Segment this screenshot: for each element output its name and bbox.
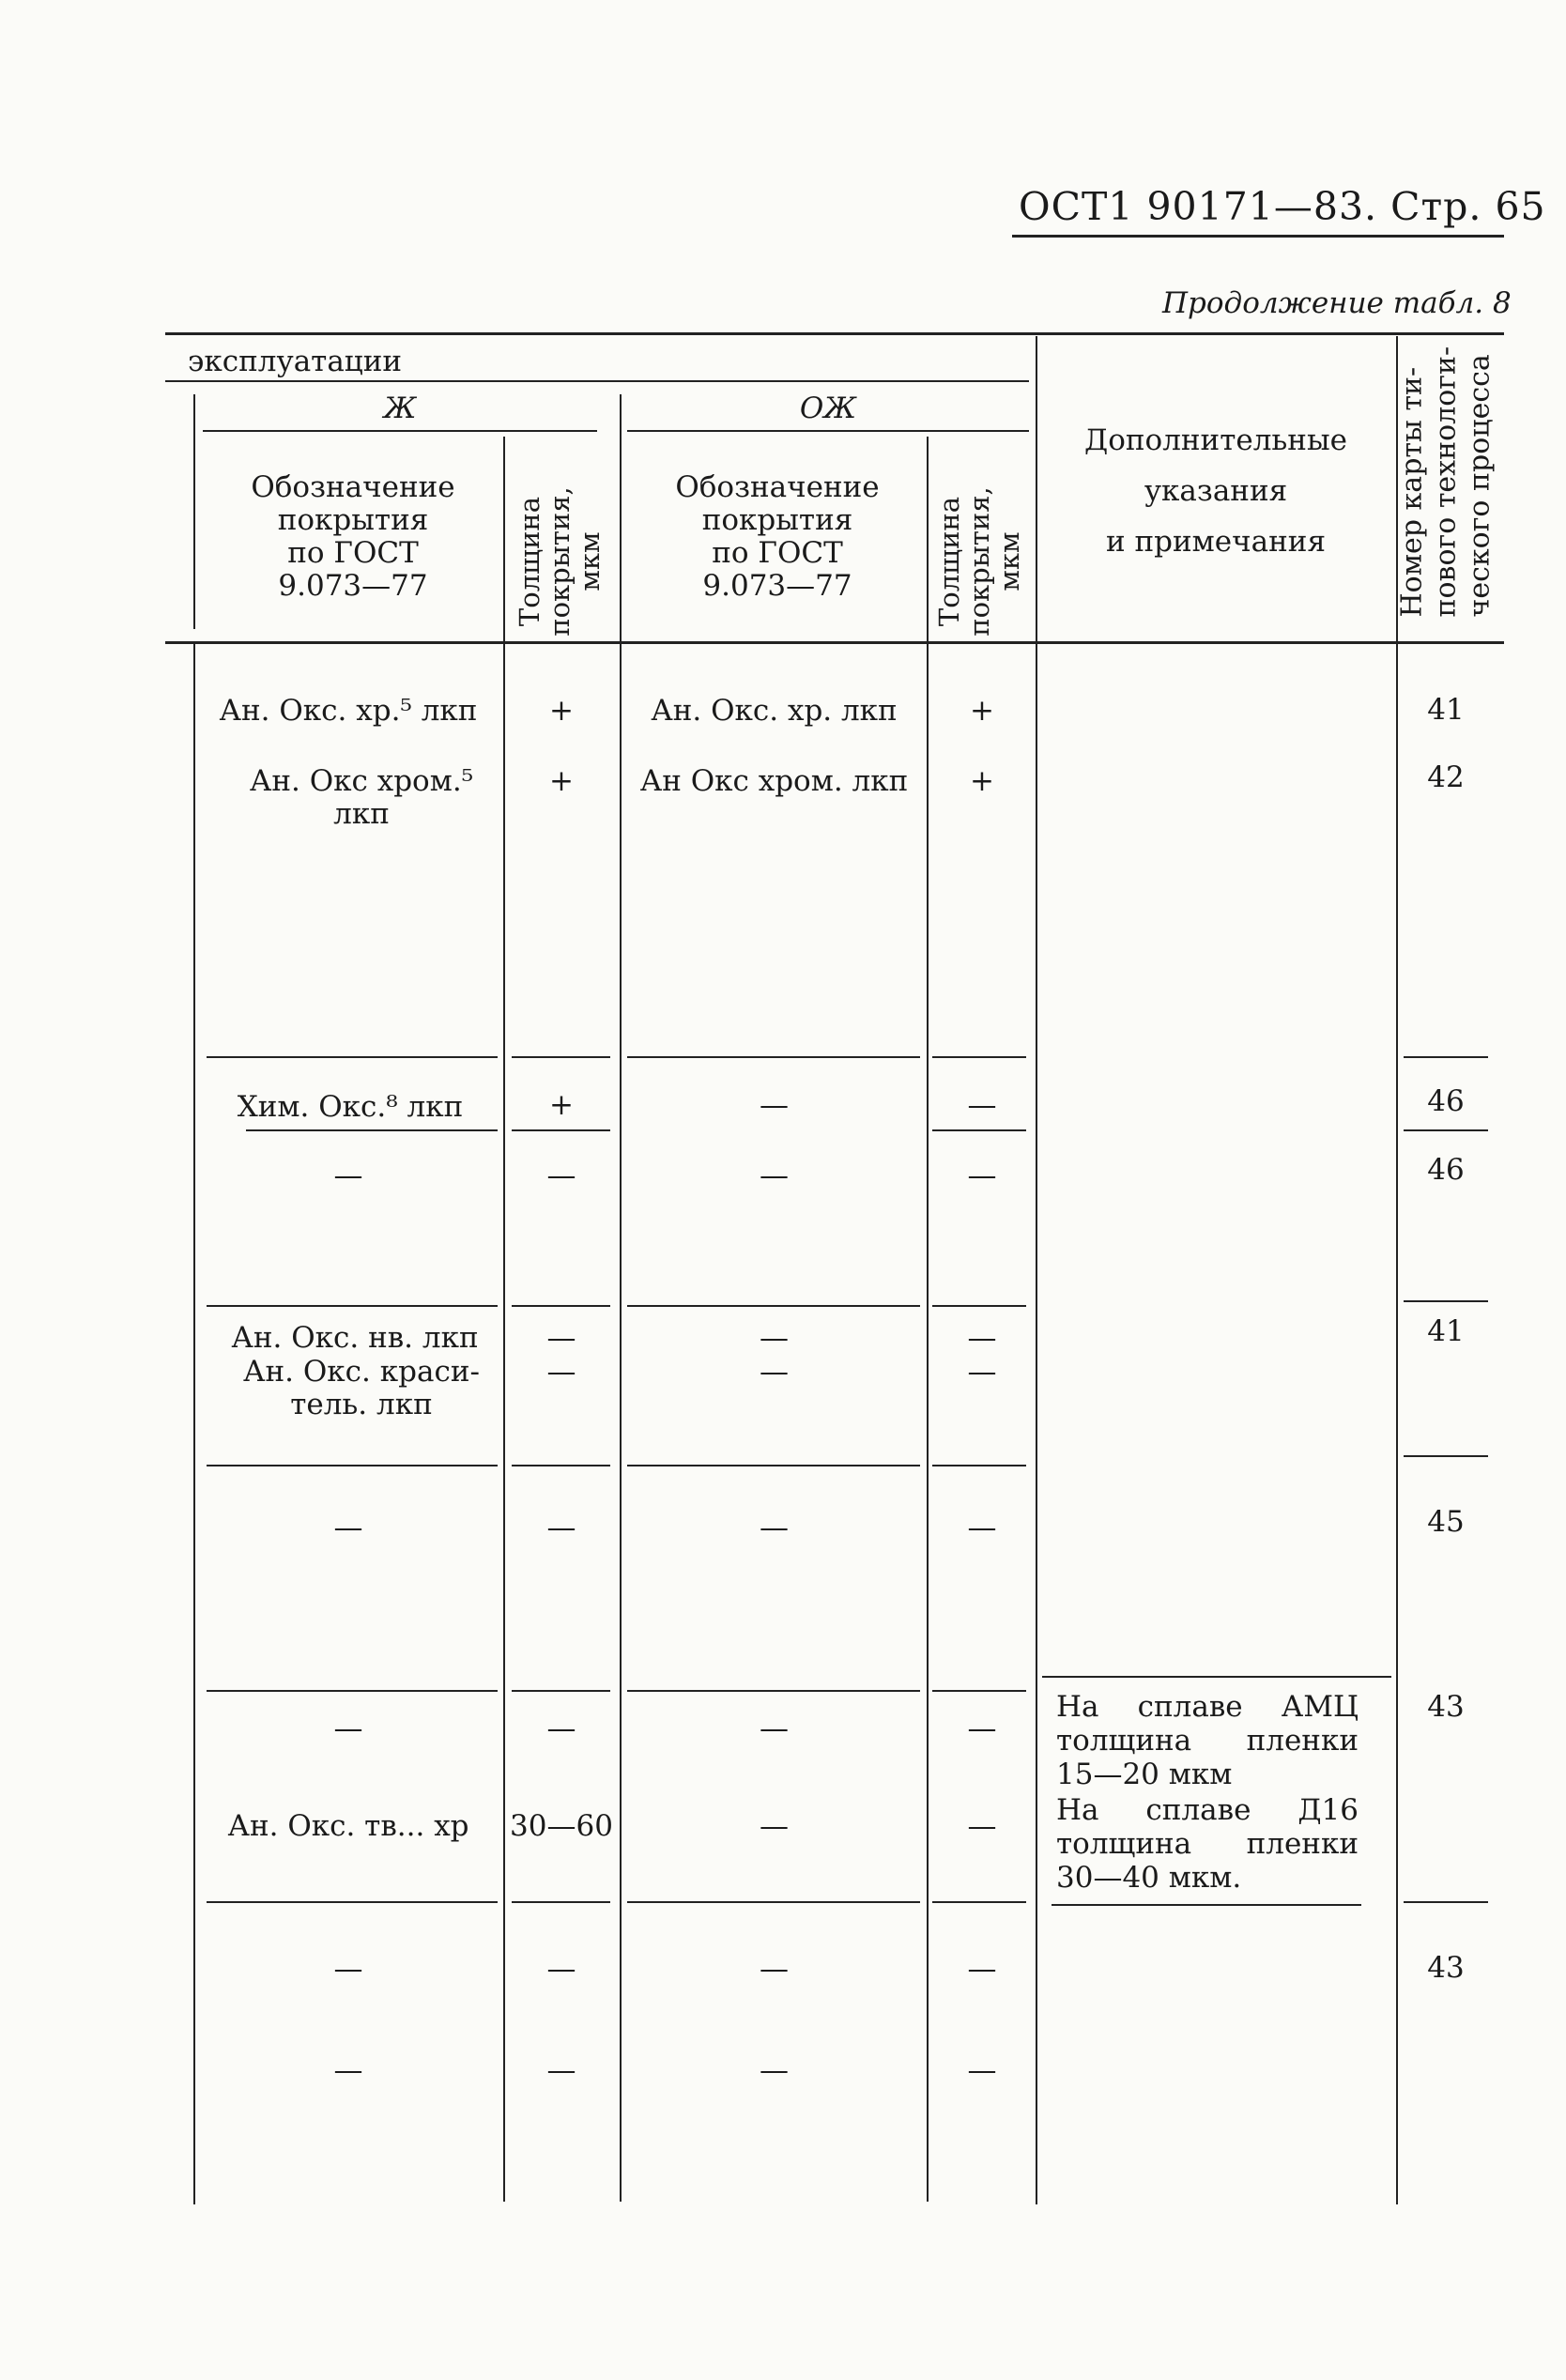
- ozh-thickness-cell: —: [967, 1952, 997, 1986]
- ozh-designation-cell: —: [760, 1809, 789, 1843]
- zh-designation-cell: Ан. Окс. нв. лкп: [231, 1321, 479, 1355]
- row-separator: [207, 1056, 498, 1058]
- table-continuation-label: Продолжение табл. 8: [1162, 286, 1512, 320]
- zh-thickness-cell: —: [546, 1159, 576, 1192]
- ozh-thickness-cell: —: [967, 1355, 997, 1389]
- ozh-designation-cell: Ан Окс хром. лкп: [639, 764, 909, 798]
- ozh-designation-cell: Ан. Окс. хр. лкп: [651, 694, 898, 728]
- row-separator: [512, 1056, 610, 1058]
- vline-zh-ozh: [620, 394, 622, 2202]
- card-number-cell: 45: [1427, 1505, 1465, 1539]
- ozh-thickness-cell: —: [967, 1511, 997, 1544]
- zh-designation-cell: Ан. Окс. краси-тель. лкп: [243, 1355, 480, 1421]
- card-number-cell: 46: [1427, 1153, 1465, 1187]
- row-separator: [932, 1901, 1026, 1903]
- ozh-designation-cell: —: [760, 1952, 789, 1986]
- zh-designation-header-line: покрытия: [277, 503, 429, 537]
- ozh-thickness-cell: —: [967, 1159, 997, 1192]
- row-separator: [627, 1690, 920, 1692]
- group-zh: Ж: [383, 392, 417, 425]
- zh-thickness-cell: +: [549, 694, 574, 728]
- zh-thickness-cell: 30—60: [510, 1809, 613, 1843]
- zh-designation-header-line: по ГОСТ: [287, 536, 419, 570]
- row-separator: [932, 1305, 1026, 1307]
- ozh-thickness-header-line: покрытия,: [963, 486, 995, 637]
- row-separator: [1404, 1300, 1488, 1302]
- zh-designation-header: [203, 471, 503, 603]
- zh-thickness-cell: —: [546, 1355, 576, 1389]
- zh-designation-cell: Ан. Окс. хр.⁵ лкп: [219, 694, 478, 728]
- zh-designation-cell: —: [333, 1712, 363, 1745]
- row-separator: [1404, 1455, 1488, 1457]
- zh-thickness-cell: —: [546, 1712, 576, 1745]
- card-number-cell: 46: [1427, 1084, 1465, 1118]
- zh-thickness-cell: +: [549, 1088, 574, 1122]
- ozh-thickness-header-line: Толщина: [933, 496, 965, 627]
- ozh-designation-cell: —: [760, 1159, 789, 1192]
- card-number-header: [1396, 345, 1504, 618]
- row-separator: [932, 1129, 1026, 1131]
- row-separator: [512, 1465, 610, 1466]
- ozh-thickness-cell: —: [967, 1712, 997, 1745]
- group-rule: [165, 380, 1029, 382]
- ozh-designation-cell: —: [760, 1088, 789, 1122]
- header-bottom-rule: [165, 641, 1504, 644]
- ozh-thickness-header-line: мкм: [993, 531, 1025, 591]
- zh-designation-cell: —: [333, 2053, 363, 2087]
- header-rule: [1012, 235, 1504, 238]
- row-separator: [1404, 1901, 1488, 1903]
- row-separator: [627, 1305, 920, 1307]
- row-separator: [627, 1056, 920, 1058]
- zh-designation-cell: Ан. Окс хром.⁵ лкп: [249, 764, 474, 831]
- card-number-header-line: пового технологи-: [1429, 345, 1463, 618]
- ozh-thickness-cell: —: [967, 1809, 997, 1843]
- ozh-designation-cell: —: [760, 1712, 789, 1745]
- page-header: ОСТ1 90171—83. Стр. 65: [1019, 184, 1546, 229]
- zh-thickness-header-line: Толщина: [514, 496, 545, 627]
- zh-thickness-cell: —: [546, 1952, 576, 1986]
- ozh-thickness-cell: —: [967, 1088, 997, 1122]
- card-number-cell: 41: [1427, 693, 1465, 727]
- group-ozh: ОЖ: [799, 392, 857, 425]
- zh-designation-header-line: Обозначение: [251, 470, 455, 504]
- ozh-designation-cell: —: [760, 1321, 789, 1355]
- zh-designation-cell: —: [333, 1159, 363, 1192]
- zh-thickness-cell: —: [546, 2053, 576, 2087]
- zh-thickness-header-line: мкм: [574, 531, 606, 591]
- ozh-thickness-cell: —: [967, 1321, 997, 1355]
- row-separator: [207, 1305, 498, 1307]
- row-separator: [932, 1690, 1026, 1692]
- ozh-designation-cell: —: [760, 1355, 789, 1389]
- card-number-cell: 43: [1427, 1690, 1465, 1724]
- vline-notes-left: [1036, 336, 1037, 2204]
- zh-thickness-cell: —: [546, 1511, 576, 1544]
- row-separator: [1042, 1676, 1391, 1678]
- zh-thickness-header-line: покрытия,: [544, 486, 576, 637]
- ozh-designation-header-line: 9.073—77: [702, 569, 852, 603]
- zh-designation-cell: —: [333, 1952, 363, 1986]
- row-separator: [932, 1056, 1026, 1058]
- row-separator: [207, 1901, 498, 1903]
- zh-thickness-cell: +: [549, 764, 574, 798]
- zh-designation-header-line: 9.073—77: [278, 569, 428, 603]
- zh-designation-cell: —: [333, 1511, 363, 1544]
- row-separator: [246, 1129, 498, 1131]
- zh-rule: [203, 430, 597, 432]
- vline-ozh-split: [927, 437, 929, 2202]
- ozh-designation-header: [627, 471, 928, 603]
- row-separator: [1404, 1056, 1488, 1058]
- ozh-thickness-cell: —: [967, 2053, 997, 2087]
- row-separator: [627, 1465, 920, 1466]
- row-separator: [932, 1465, 1026, 1466]
- note-amc: На сплаве АМЦ толщина пленки 15—20 мкм: [1056, 1690, 1359, 1791]
- row-separator: [512, 1305, 610, 1307]
- group-header: эксплуатации: [188, 345, 403, 378]
- row-separator: [512, 1690, 610, 1692]
- row-separator: [512, 1901, 610, 1903]
- ozh-thickness-cell: +: [970, 764, 994, 798]
- ozh-designation-header-line: по ГОСТ: [712, 536, 843, 570]
- row-separator: [207, 1690, 498, 1692]
- notes-header-line: указания: [1144, 474, 1288, 508]
- note-d16: На сплаве Д16 толщина пленки 30—40 мкм.: [1056, 1793, 1359, 1895]
- row-separator: [207, 1465, 498, 1466]
- ozh-rule: [627, 430, 1029, 432]
- notes-header: [1042, 415, 1389, 567]
- vline-left-header: [193, 394, 195, 629]
- ozh-designation-cell: —: [760, 2053, 789, 2087]
- zh-designation-cell: Ан. Окс. тв... хр: [227, 1809, 469, 1843]
- card-number-cell: 42: [1427, 760, 1465, 794]
- ozh-thickness-header: [934, 468, 1028, 655]
- row-separator: [512, 1129, 610, 1131]
- notes-header-line: Дополнительные: [1084, 423, 1347, 457]
- zh-thickness-header: [514, 468, 608, 655]
- table-top-rule: [165, 332, 1504, 335]
- row-separator: [1052, 1904, 1361, 1906]
- card-number-header-line: Номер карты ти-: [1395, 366, 1429, 618]
- row-separator: [1404, 1129, 1488, 1131]
- ozh-designation-header-line: покрытия: [701, 503, 853, 537]
- notes-header-line: и примечания: [1106, 525, 1326, 559]
- ozh-thickness-cell: +: [970, 694, 994, 728]
- zh-designation-cell: Хим. Окс.⁸ лкп: [237, 1090, 464, 1124]
- zh-thickness-cell: —: [546, 1321, 576, 1355]
- ozh-designation-cell: —: [760, 1511, 789, 1544]
- ozh-designation-header-line: Обозначение: [675, 470, 880, 504]
- row-separator: [627, 1901, 920, 1903]
- card-number-cell: 41: [1427, 1314, 1465, 1348]
- card-number-cell: 43: [1427, 1951, 1465, 1985]
- card-number-header-line: ческого процесса: [1463, 354, 1497, 618]
